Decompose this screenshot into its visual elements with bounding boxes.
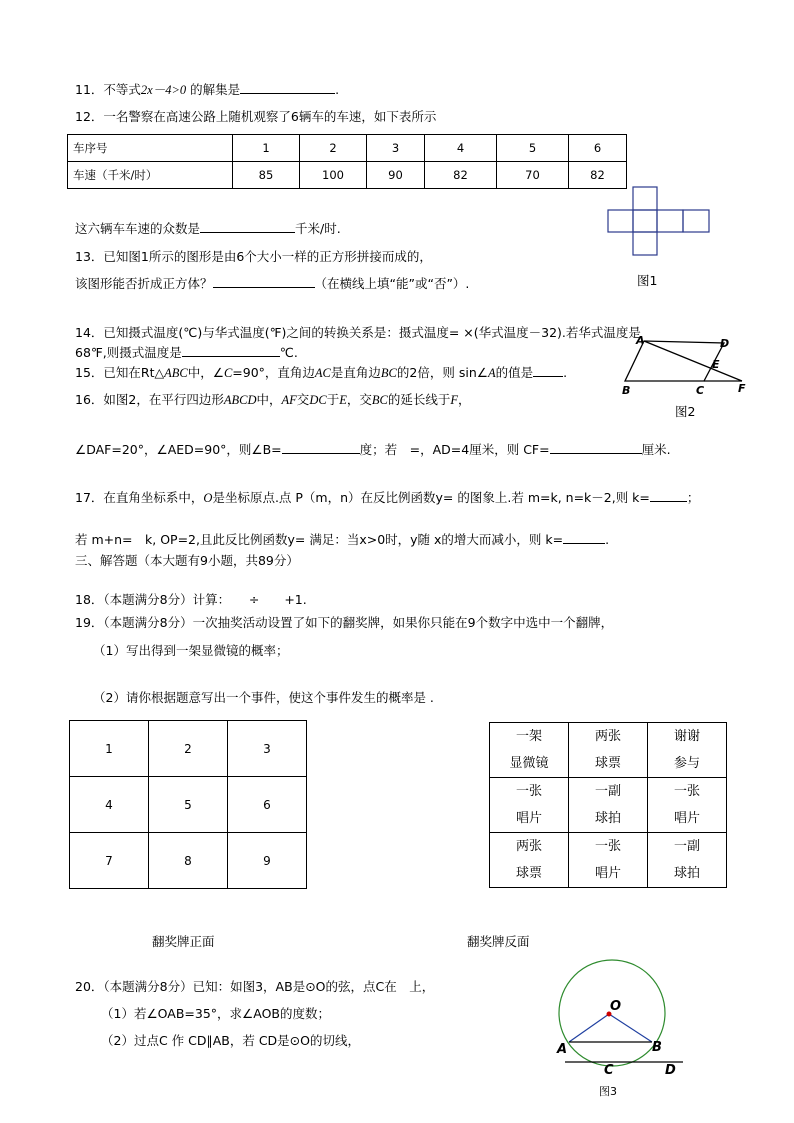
front-cell[interactable]: 4 — [70, 777, 149, 833]
q20-sub1: （1）若∠OAB=35°，求∠AOB的度数； — [101, 1006, 330, 1021]
back-cell: 两张 球票 — [569, 723, 648, 778]
front-cell[interactable]: 2 — [149, 721, 228, 777]
section-3-heading: 三、解答题（本大题有9小题，共89分） — [75, 553, 299, 568]
figure-2-label: 图2 — [675, 404, 696, 419]
q16-cf-blank[interactable] — [550, 453, 642, 454]
point-label-c: C — [696, 384, 705, 397]
q16-line2: ∠DAF=20°，∠AED=90°，则∠B= 度；若 =，AD=4厘米，则 CF= 厘米. — [75, 442, 671, 457]
back-cell: 一副 球拍 — [648, 833, 727, 888]
table-row: 车序号 1 2 3 4 5 6 — [68, 135, 627, 162]
point-label-e: E — [712, 358, 720, 371]
front-cell[interactable]: 7 — [70, 833, 149, 889]
point-label-a: A — [557, 1042, 568, 1057]
point-label-o: O — [610, 999, 622, 1014]
figure-1-cube-net — [608, 187, 712, 255]
front-caption: 翻奖牌正面 — [152, 934, 215, 949]
q16-angle-blank[interactable] — [282, 453, 360, 454]
table-row — [70, 721, 307, 777]
q12-question: 这六辆车车速的众数是 千米/时. — [75, 221, 341, 236]
q17-k1-blank[interactable] — [650, 501, 687, 502]
q12-answer-blank[interactable] — [200, 232, 295, 233]
back-cell: 一架 显微镜 — [490, 723, 569, 778]
q19-sub2: （2）请你根据题意写出一个事件，使这个事件发生的概率是 . — [93, 690, 434, 705]
back-cell: 一张 唱片 — [490, 778, 569, 833]
q13-answer-blank[interactable] — [213, 287, 315, 288]
table-row — [70, 777, 307, 833]
row-label: 车速（千米/时） — [68, 162, 233, 189]
table-row — [490, 833, 727, 888]
point-label-a: A — [636, 334, 645, 347]
q15: 15．已知在Rt△ABC中，∠C=90°，直角边AC是直角边BC的2倍，则 sin∠A的值是 . — [75, 365, 568, 380]
point-label-d: D — [665, 1063, 676, 1078]
front-cell[interactable]: 1 — [70, 721, 149, 777]
table-row — [490, 778, 727, 833]
q11-answer-blank[interactable] — [240, 93, 335, 94]
front-cell[interactable]: 3 — [228, 721, 307, 777]
back-caption: 翻奖牌反面 — [467, 934, 530, 949]
prize-board-front — [69, 720, 307, 889]
header-label: 车序号 — [68, 135, 233, 162]
prize-board-back — [489, 722, 727, 888]
q14-line1: 14．已知摄式温度(℃)与华式温度(℉)之间的转换关系是：摄式温度= ×(华式温度－32).若华式温度是 — [75, 325, 641, 340]
front-cell[interactable]: 8 — [149, 833, 228, 889]
table-row — [70, 833, 307, 889]
q16-line1: 16．如图2，在平行四边形ABCD中，AF交DC于E，交BC的延长线于F， — [75, 392, 471, 407]
back-cell: 一副 球拍 — [569, 778, 648, 833]
q14-line2: 68℉,则摄式温度是 ℃. — [75, 345, 298, 360]
q12-intro: 12．一名警察在高速公路上随机观察了6辆车的车速，如下表所示 — [75, 109, 437, 124]
q20-line1: 20．（本题满分8分）已知：如图3，AB是⊙O的弦，点C在 上， — [75, 979, 435, 994]
q13-line1: 13．已知图1所示的图形是由6个大小一样的正方形拼接而成的， — [75, 249, 432, 264]
front-cell[interactable]: 5 — [149, 777, 228, 833]
front-cell[interactable]: 9 — [228, 833, 307, 889]
point-label-f: F — [738, 382, 746, 395]
q17-line1: 17．在直角坐标系中，O是坐标原点.点 P（m，n）在反比例函数y= 的图象上.若 m=k, n=k－2,则 k= ； — [75, 490, 700, 505]
speed-table — [67, 134, 627, 189]
back-cell: 一张 唱片 — [648, 778, 727, 833]
q18: 18．（本题满分8分）计算： ÷ +1. — [75, 592, 307, 607]
point-label-b: B — [622, 384, 631, 397]
point-label-d: D — [720, 337, 730, 350]
q14-answer-blank[interactable] — [182, 356, 280, 357]
q11: 11．不等式2x－4>0 的解集是 . — [75, 82, 340, 97]
figure-3-circle — [555, 950, 690, 1100]
q17-k2-blank[interactable] — [563, 543, 605, 544]
back-cell: 一张 唱片 — [569, 833, 648, 888]
q19-line1: 19．（本题满分8分）一次抽奖活动设置了如下的翻奖牌，如果你只能在9个数字中选中一个翻牌， — [75, 615, 614, 630]
front-cell[interactable]: 6 — [228, 777, 307, 833]
point-label-b: B — [652, 1040, 662, 1055]
figure-3-label: 图3 — [599, 1085, 617, 1098]
point-label-c: C — [604, 1063, 614, 1078]
back-cell: 谢谢 参与 — [648, 723, 727, 778]
figure-1-label: 图1 — [637, 273, 658, 288]
back-cell: 两张 球票 — [490, 833, 569, 888]
q15-answer-blank[interactable] — [533, 376, 563, 377]
q17-line2: 若 m+n= k, OP=2,且此反比例函数y= 满足：当x>0时，y随 x的增大而减小，则 k= . — [75, 532, 610, 547]
q20-sub2: （2）过点C 作 CD∥AB，若 CD是⊙O的切线， — [101, 1033, 360, 1048]
figure-2-parallelogram — [618, 333, 778, 403]
q13-line2: 该图形能否折成正方体？ （在横线上填“能”或“否”）. — [75, 276, 470, 291]
table-row — [490, 723, 727, 778]
table-row: 车速（千米/时） 85 100 90 82 70 82 — [68, 162, 627, 189]
q19-sub1: （1）写出得到一架显微镜的概率； — [93, 643, 289, 658]
